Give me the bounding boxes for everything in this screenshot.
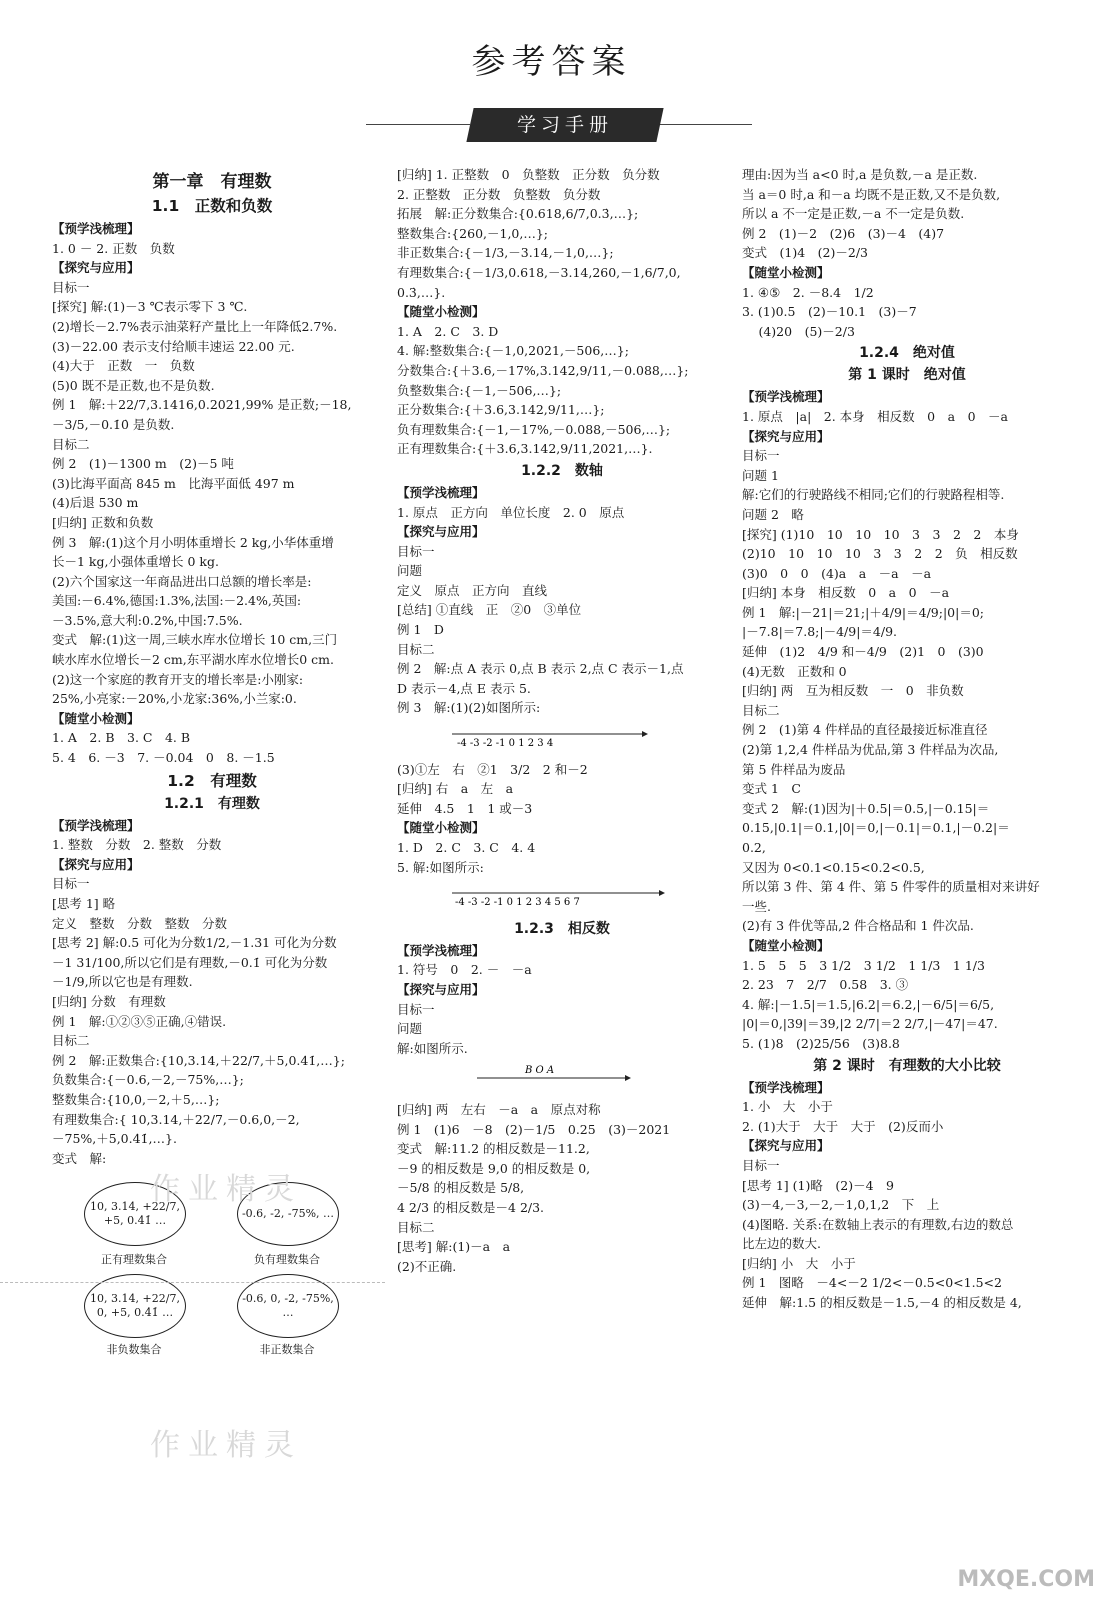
answer-line: (4)大于 正数 一 负数 — [52, 358, 195, 374]
set-caption: 正有理数集合 — [101, 1253, 167, 1267]
point-labels: B O A — [525, 1065, 555, 1077]
answer-line: 非正数集合:{－1/3,－3.14,－1,0,…}; — [397, 245, 614, 261]
answer-line: 【探究与应用】 — [397, 981, 485, 997]
answer-line: 2. 23 7 2/7 0.58 3. ③ — [742, 977, 909, 993]
answer-line: 1. 小 大 小于 — [742, 1099, 833, 1115]
answer-line: 1. 整数 分数 2. 整数 分数 — [52, 837, 222, 853]
answer-line: 长－1 kg,小强体重增长 0 kg. — [52, 554, 219, 570]
answer-line: 目标一 — [742, 1157, 780, 1173]
answer-block — [397, 760, 727, 878]
site-watermark: MXQE.COM — [957, 1567, 1095, 1592]
subsection-heading: 1.2.2 数轴 — [521, 462, 603, 479]
section-heading: 1.1 正数和负数 — [151, 197, 273, 215]
set-caption: 非负数集合 — [106, 1343, 162, 1357]
answer-line: 0.2, — [742, 840, 766, 855]
answer-line: 目标一 — [742, 448, 780, 464]
answer-line: [归纳] 两 左右 －a a 原点对称 — [397, 1101, 601, 1117]
answer-line: [归纳] 正数和负数 — [52, 514, 154, 530]
column-2 — [397, 165, 727, 1276]
answer-line: [归纳] 1. 正整数 0 负整数 正分数 负分数 — [397, 167, 660, 182]
answer-line: 延伸 解:1.5 的相反数是－1.5,－4 的相反数是 4, — [742, 1295, 1022, 1311]
answer-line: 例 2 解:点 A 表示 0,点 B 表示 2,点 C 表示－1,点 — [397, 661, 684, 677]
answer-line: 1. 符号 0 2. － －a — [397, 962, 532, 978]
answer-line: 变式 2 解:(1)因为|＋0.5|＝0.5,|－0.15|＝ — [742, 800, 990, 816]
answer-line: 问题 — [397, 1021, 423, 1037]
answer-line: 目标二 — [52, 1033, 90, 1049]
subsection-heading: 1.2.1 有理数 — [164, 795, 260, 812]
answer-line: 负整数集合:{－1,－506,…}; — [397, 382, 562, 398]
answer-line: 【探究与应用】 — [742, 428, 830, 444]
answer-block — [742, 1078, 1072, 1313]
answer-line: (3)－4,－3,－2,－1,0,1,2 下 上 — [742, 1197, 940, 1213]
answer-line: 例 2 (1)－2 (2)6 (3)－4 (4)7 — [742, 225, 945, 241]
answer-line: 例 1 D — [397, 622, 444, 638]
answer-block — [52, 219, 372, 768]
answer-line: (3)－22.00 表示支付给顺丰速运 22.00 元. — [52, 338, 295, 354]
answer-line: 变式 解:11.2 的相反数是－11.2, — [397, 1141, 590, 1157]
answer-line: 解:它们的行驶路线不相同;它们的行驶路程相等. — [742, 487, 1005, 503]
number-line — [397, 883, 727, 913]
answer-line: 例 3 解:(1)这个月小明体重增长 2 kg,小华体重增 — [52, 534, 334, 550]
answer-line: 2. (1)大于 大于 大于 (2)反而小 — [742, 1118, 944, 1134]
answer-line: (2)有 3 件优等品,2 件合格品和 1 件次品. — [742, 918, 974, 934]
answer-line: 有理数集合:{－1/3,0.618,－3.14,260,－1,6/7,0, — [397, 264, 681, 280]
answer-line: 25%,小亮家:－20%,小龙家:36%,小兰家:0. — [52, 691, 297, 707]
answer-line: 1. 原点 |a| 2. 本身 相反数 0 a 0 －a — [742, 408, 1008, 424]
answer-block — [397, 483, 727, 718]
set-oval: 10, 3.14, +22/7, 0, +5, 0.4̇1̇ … — [84, 1274, 186, 1338]
answer-line: 1. 0 － 2. 正数 负数 — [52, 240, 175, 256]
answer-line: 例 3 解:(1)(2)如图所示: — [397, 700, 541, 716]
answer-block — [52, 816, 372, 1169]
number-line-graphic — [397, 724, 697, 748]
answer-line: 1. A 2. C 3. D — [397, 323, 499, 339]
watermark: 作业精灵 — [150, 1428, 302, 1463]
answer-line: (2)不正确. — [397, 1258, 457, 1274]
answer-line: －9 的相反数是 9,0 的相反数是 0, — [397, 1160, 591, 1176]
answer-line: 2. 正整数 正分数 负整数 负分数 — [397, 186, 601, 202]
lesson-heading: 第 1 课时 绝对值 — [848, 367, 966, 384]
axis-labels: -4 -3 -2 -1 0 1 2 3 4 5 6 7 — [455, 897, 580, 908]
answer-line: 例 2 解:正数集合:{10,3.14,＋22/7,＋5,0.4̇1̇,…}; — [52, 1052, 345, 1068]
answer-block — [397, 1100, 727, 1276]
answer-line: 目标一 — [397, 543, 435, 559]
answer-line: －1 31/100,所以它们是有理数,－0.1̇ 可化为分数 — [52, 954, 328, 970]
watermark: 作业精灵 — [150, 1172, 302, 1207]
answer-line: －5/8 的相反数是 5/8, — [397, 1180, 525, 1196]
answer-line: 定义 整数 分数 整数 分数 — [52, 915, 228, 931]
answer-line: 峡水库水位增长－2 cm,东平湖水库水位增长0 cm. — [52, 652, 335, 668]
answer-line: 问题 2 略 — [742, 506, 804, 522]
answer-line: [归纳] 本身 相反数 0 a 0 －a — [742, 585, 950, 601]
answer-line: 正分数集合:{＋3.6,3.142,9/11,…}; — [397, 402, 605, 418]
answer-line: 又因为 0<0.1<0.15<0.2<0.5, — [742, 859, 925, 875]
set-oval: -0.6, 0, -2, -75%, … — [237, 1274, 339, 1338]
answer-line: [归纳] 分数 有理数 — [52, 993, 166, 1009]
answer-line: 【探究与应用】 — [397, 524, 485, 540]
answer-line: 例 1 解:①②③⑤正确,④错误. — [52, 1013, 227, 1029]
answer-block — [742, 387, 1072, 1053]
answer-line: 【预学浅梳理】 — [742, 1079, 830, 1095]
answer-block — [397, 165, 727, 459]
answer-line: [归纳] 两 互为相反数 一 0 非负数 — [742, 683, 964, 699]
answer-line: (5)0 既不是正数,也不是负数. — [52, 377, 215, 393]
answer-line: (4)无数 正数和 0 — [742, 663, 847, 679]
answer-line: 5. (1)8 (2)25/56 (3)8.8 — [742, 1035, 900, 1051]
answer-line: 例 2 (1)－1300 m (2)－5 吨 — [52, 456, 234, 472]
section-banner: 学习手册 — [466, 108, 663, 142]
answer-line: 例 1 图略 －4<－2 1/2<－0.5<0<1.5<2 — [742, 1275, 1002, 1291]
section-heading: 1.2 有理数 — [167, 771, 257, 790]
answer-line: [思考 2] 解:0.5 可化为分数1/2,－1.31 可化为分数 — [52, 935, 337, 951]
answer-line: D 表示－4,点 E 表示 5. — [397, 680, 531, 696]
answer-line: 所以 a 不一定是正数,－a 不一定是负数. — [742, 206, 965, 222]
answer-line: 延伸 (1)2 4/9 和－4/9 (2)1 0 (3)0 — [742, 644, 984, 660]
answer-line: 问题 — [397, 563, 423, 579]
answer-line: 【预学浅梳理】 — [397, 942, 485, 958]
answer-line: (4)图略. 关系:在数轴上表示的有理数,右边的数总 — [742, 1216, 1014, 1232]
answer-line: 【随堂小检测】 — [742, 937, 830, 953]
set-caption: 负有理数集合 — [254, 1253, 320, 1267]
answer-line: [思考 1] (1)略 (2)－4 9 — [742, 1177, 894, 1193]
answer-line: [探究] (1)10 10 10 10 3 3 2 2 本身 — [742, 526, 1019, 542]
number-line — [397, 1064, 727, 1094]
answer-line: －1/9,所以它也是有理数. — [52, 974, 193, 990]
answer-line: 【预学浅梳理】 — [742, 389, 830, 405]
answer-line: 3. (1)0.5 (2)－10.1 (3)－7 — [742, 304, 917, 320]
answer-line: |－7.8|＝7.8;|－4/9|＝4/9. — [742, 624, 898, 640]
answer-line: 定义 原点 正方向 直线 — [397, 582, 548, 598]
answer-line: 理由:因为当 a<0 时,a 是负数,－a 是正数. — [742, 167, 978, 182]
answer-line: 拓展 解:正分数集合:{0.618,6/7,0.3̇,…}; — [397, 206, 639, 222]
answer-line: [总结] ①直线 正 ②0 ③单位 — [397, 602, 582, 618]
set-caption: 非正数集合 — [259, 1343, 315, 1357]
answer-line: [归纳] 右 a 左 a — [397, 781, 514, 797]
answer-line: (2)第 1,2,4 件样品为优品,第 3 件样品为次品, — [742, 742, 999, 758]
answer-line: －3.5%,意大利:0.2%,中国:7.5%. — [52, 612, 243, 628]
chapter-heading: 第一章 有理数 — [152, 172, 272, 192]
answer-line: 目标一 — [52, 279, 90, 295]
set-oval: 10, 3.14, +22/7, +5, 0.4̇1̇ … — [84, 1182, 186, 1246]
answer-line: 【随堂小检测】 — [397, 304, 485, 320]
answer-line: (4)20 (5)－2/3 — [742, 323, 855, 339]
answer-line: 解:如图所示. — [397, 1040, 468, 1056]
answer-line: [探究] 解:(1)－3 ℃表示零下 3 ℃. — [52, 299, 248, 315]
answer-line: 整数集合:{10,0,－2,＋5,…}; — [52, 1091, 220, 1107]
answer-line: [思考] 解:(1)－a a — [397, 1239, 511, 1255]
answer-line: (2)六个国家这一年商品进出口总额的增长率是: — [52, 573, 312, 589]
answer-line: (3)比海平面高 845 m 比海平面低 497 m — [52, 475, 295, 491]
answer-block — [742, 165, 1072, 341]
answer-line: 0.15,|0.1|＝0.1,|0|＝0,|－0.1|＝0.1,|－0.2|＝ — [742, 820, 1010, 836]
answer-line: 1. D 2. C 3. C 4. 4 — [397, 840, 536, 855]
number-line-graphic — [397, 883, 697, 907]
answer-line: 1. A 2. B 3. C 4. B — [52, 730, 191, 746]
answer-line: 【随堂小检测】 — [52, 710, 140, 726]
answer-line: 【探究与应用】 — [52, 260, 140, 276]
answer-line: 【随堂小检测】 — [742, 264, 830, 280]
answer-line: 目标二 — [397, 1219, 435, 1235]
answer-line: 例 1 解:|－21|＝21;|＋4/9|＝4/9;|0|＝0; — [742, 604, 984, 620]
answer-line: －75%,＋5,0.4̇1̇,…}. — [52, 1131, 177, 1147]
answer-line: (2)这一个家庭的教育开支的增长率是:小刚家: — [52, 671, 304, 687]
axis-labels: -4 -3 -2 -1 0 1 2 3 4 — [457, 738, 554, 749]
column-3 — [742, 165, 1072, 1313]
answer-line: 1. 原点 正方向 单位长度 2. 0 原点 — [397, 504, 625, 520]
answer-line: 正有理数集合:{＋3.6,3.142,9/11,2021,…}. — [397, 441, 653, 457]
answer-line: 【预学浅梳理】 — [397, 484, 485, 500]
number-line — [397, 724, 727, 754]
dashed-divider — [0, 1282, 385, 1283]
answer-line: (3)0 0 0 (4)a a －a －a — [742, 565, 932, 581]
answer-line: 5. 解:如图所示: — [397, 859, 484, 875]
subsection-heading: 1.2.4 绝对值 — [859, 345, 955, 362]
answer-line: 目标二 — [52, 436, 90, 452]
answer-line: 变式 解: — [52, 1150, 107, 1166]
answer-line: 比左边的数大. — [742, 1236, 821, 1252]
answer-line: 所以第 3 件、第 4 件、第 5 件零件的质量相对来讲好 — [742, 879, 1040, 895]
answer-line: 变式 1 C — [742, 781, 801, 797]
answer-line: 【探究与应用】 — [742, 1138, 830, 1154]
answer-line: [归纳] 小 大 小于 — [742, 1255, 856, 1271]
answer-line: 【预学浅梳理】 — [52, 817, 140, 833]
answer-line: 一些. — [742, 898, 771, 914]
answer-line: |0|＝0,|39|＝39,|2 2/7|＝2 2/7,|－47|＝47. — [742, 1016, 998, 1032]
answer-line: (3)①左 右 ②1 3/2 2 和－2 — [397, 761, 588, 777]
answer-line: [思考 1] 略 — [52, 896, 116, 911]
page-title: 参考答案 — [471, 42, 632, 82]
answer-line: (2)增长－2.7%表示油菜籽产量比上一年降低2.7%. — [52, 318, 338, 334]
number-line-graphic — [397, 1064, 697, 1088]
answer-line: 目标一 — [397, 1001, 435, 1017]
answer-line: 4. 解:整数集合:{－1,0,2021,－506,…}; — [397, 343, 629, 359]
answer-line: 目标二 — [397, 641, 435, 657]
answer-line: 1. 5 5 5 3 1/2 3 1/2 1 1/3 1 1/3 — [742, 957, 985, 973]
answer-line: 第 5 件样品为废品 — [742, 761, 846, 777]
answer-line: 负数集合:{－0.6,－2,－75%,…}; — [52, 1072, 244, 1088]
answer-line: 5. 4 6. －3 7. －0.04 0 8. －1.5 — [52, 750, 275, 766]
answer-line: 0.3̇,…}. — [397, 284, 446, 300]
answer-line: 例 1 解:＋22/7,3.1416,0.2021,99% 是正数;－18, — [52, 397, 352, 413]
answer-line: 1. ④⑤ 2. －8.4 1/2 — [742, 284, 874, 300]
answer-line: 有理数集合:{ 10,3.14,＋22/7,－0.6,0,－2, — [52, 1111, 300, 1127]
answer-line: 分数集合:{＋3.6,－17%,3.142,9/11,－0.088,…}; — [397, 362, 689, 378]
answer-line: 目标一 — [52, 876, 90, 892]
answer-line: (4)后退 530 m — [52, 495, 139, 511]
answer-line: 当 a＝0 时,a 和－a 均既不是正数,又不是负数, — [742, 186, 1001, 202]
answer-line: 整数集合:{260,－1,0,…}; — [397, 225, 549, 241]
answer-line: 延伸 4.5 1 1 或－3 — [397, 800, 533, 816]
answer-line: 【探究与应用】 — [52, 856, 140, 872]
answer-block — [397, 941, 727, 1059]
answer-line: 目标二 — [742, 702, 780, 718]
answer-line: 4. 解:|－1.5|＝1.5,|6.2|＝6.2,|－6/5|＝6/5, — [742, 996, 995, 1012]
answer-line: 负有理数集合:{－1,－17%,－0.088,－506,…}; — [397, 421, 671, 437]
answer-line: 问题 1 — [742, 467, 779, 483]
banner-line-left — [366, 124, 470, 125]
answer-line: 【随堂小检测】 — [397, 820, 485, 836]
set-oval: -0.6, -2, -75%, … — [237, 1182, 339, 1246]
subsection-heading: 1.2.3 相反数 — [514, 920, 610, 937]
answer-line: 【预学浅梳理】 — [52, 221, 140, 236]
answer-line: 变式 解:(1)这一周,三峡水库水位增长 10 cm,三门 — [52, 632, 338, 648]
answer-line: (2)10 10 10 10 3 3 2 2 负 相反数 — [742, 546, 1018, 562]
answer-line: 例 1 (1)6 －8 (2)－1/5 0.25 (3)－2021 — [397, 1121, 671, 1137]
answer-line: 美国:－6.4%,德国:1.3%,法国:－2.4%,英国: — [52, 593, 302, 609]
answer-line: 变式 (1)4 (2)－2/3 — [742, 245, 868, 261]
lesson-heading: 第 2 课时 有理数的大小比较 — [813, 1057, 1001, 1074]
answer-line: 例 2 (1)第 4 件样品的直径最接近标准直径 — [742, 722, 988, 738]
banner-line-right — [660, 124, 752, 125]
answer-line: 4 2/3 的相反数是－4 2/3. — [397, 1199, 545, 1215]
answer-line: －3/5,－0.1̇0̇ 是负数. — [52, 416, 175, 432]
